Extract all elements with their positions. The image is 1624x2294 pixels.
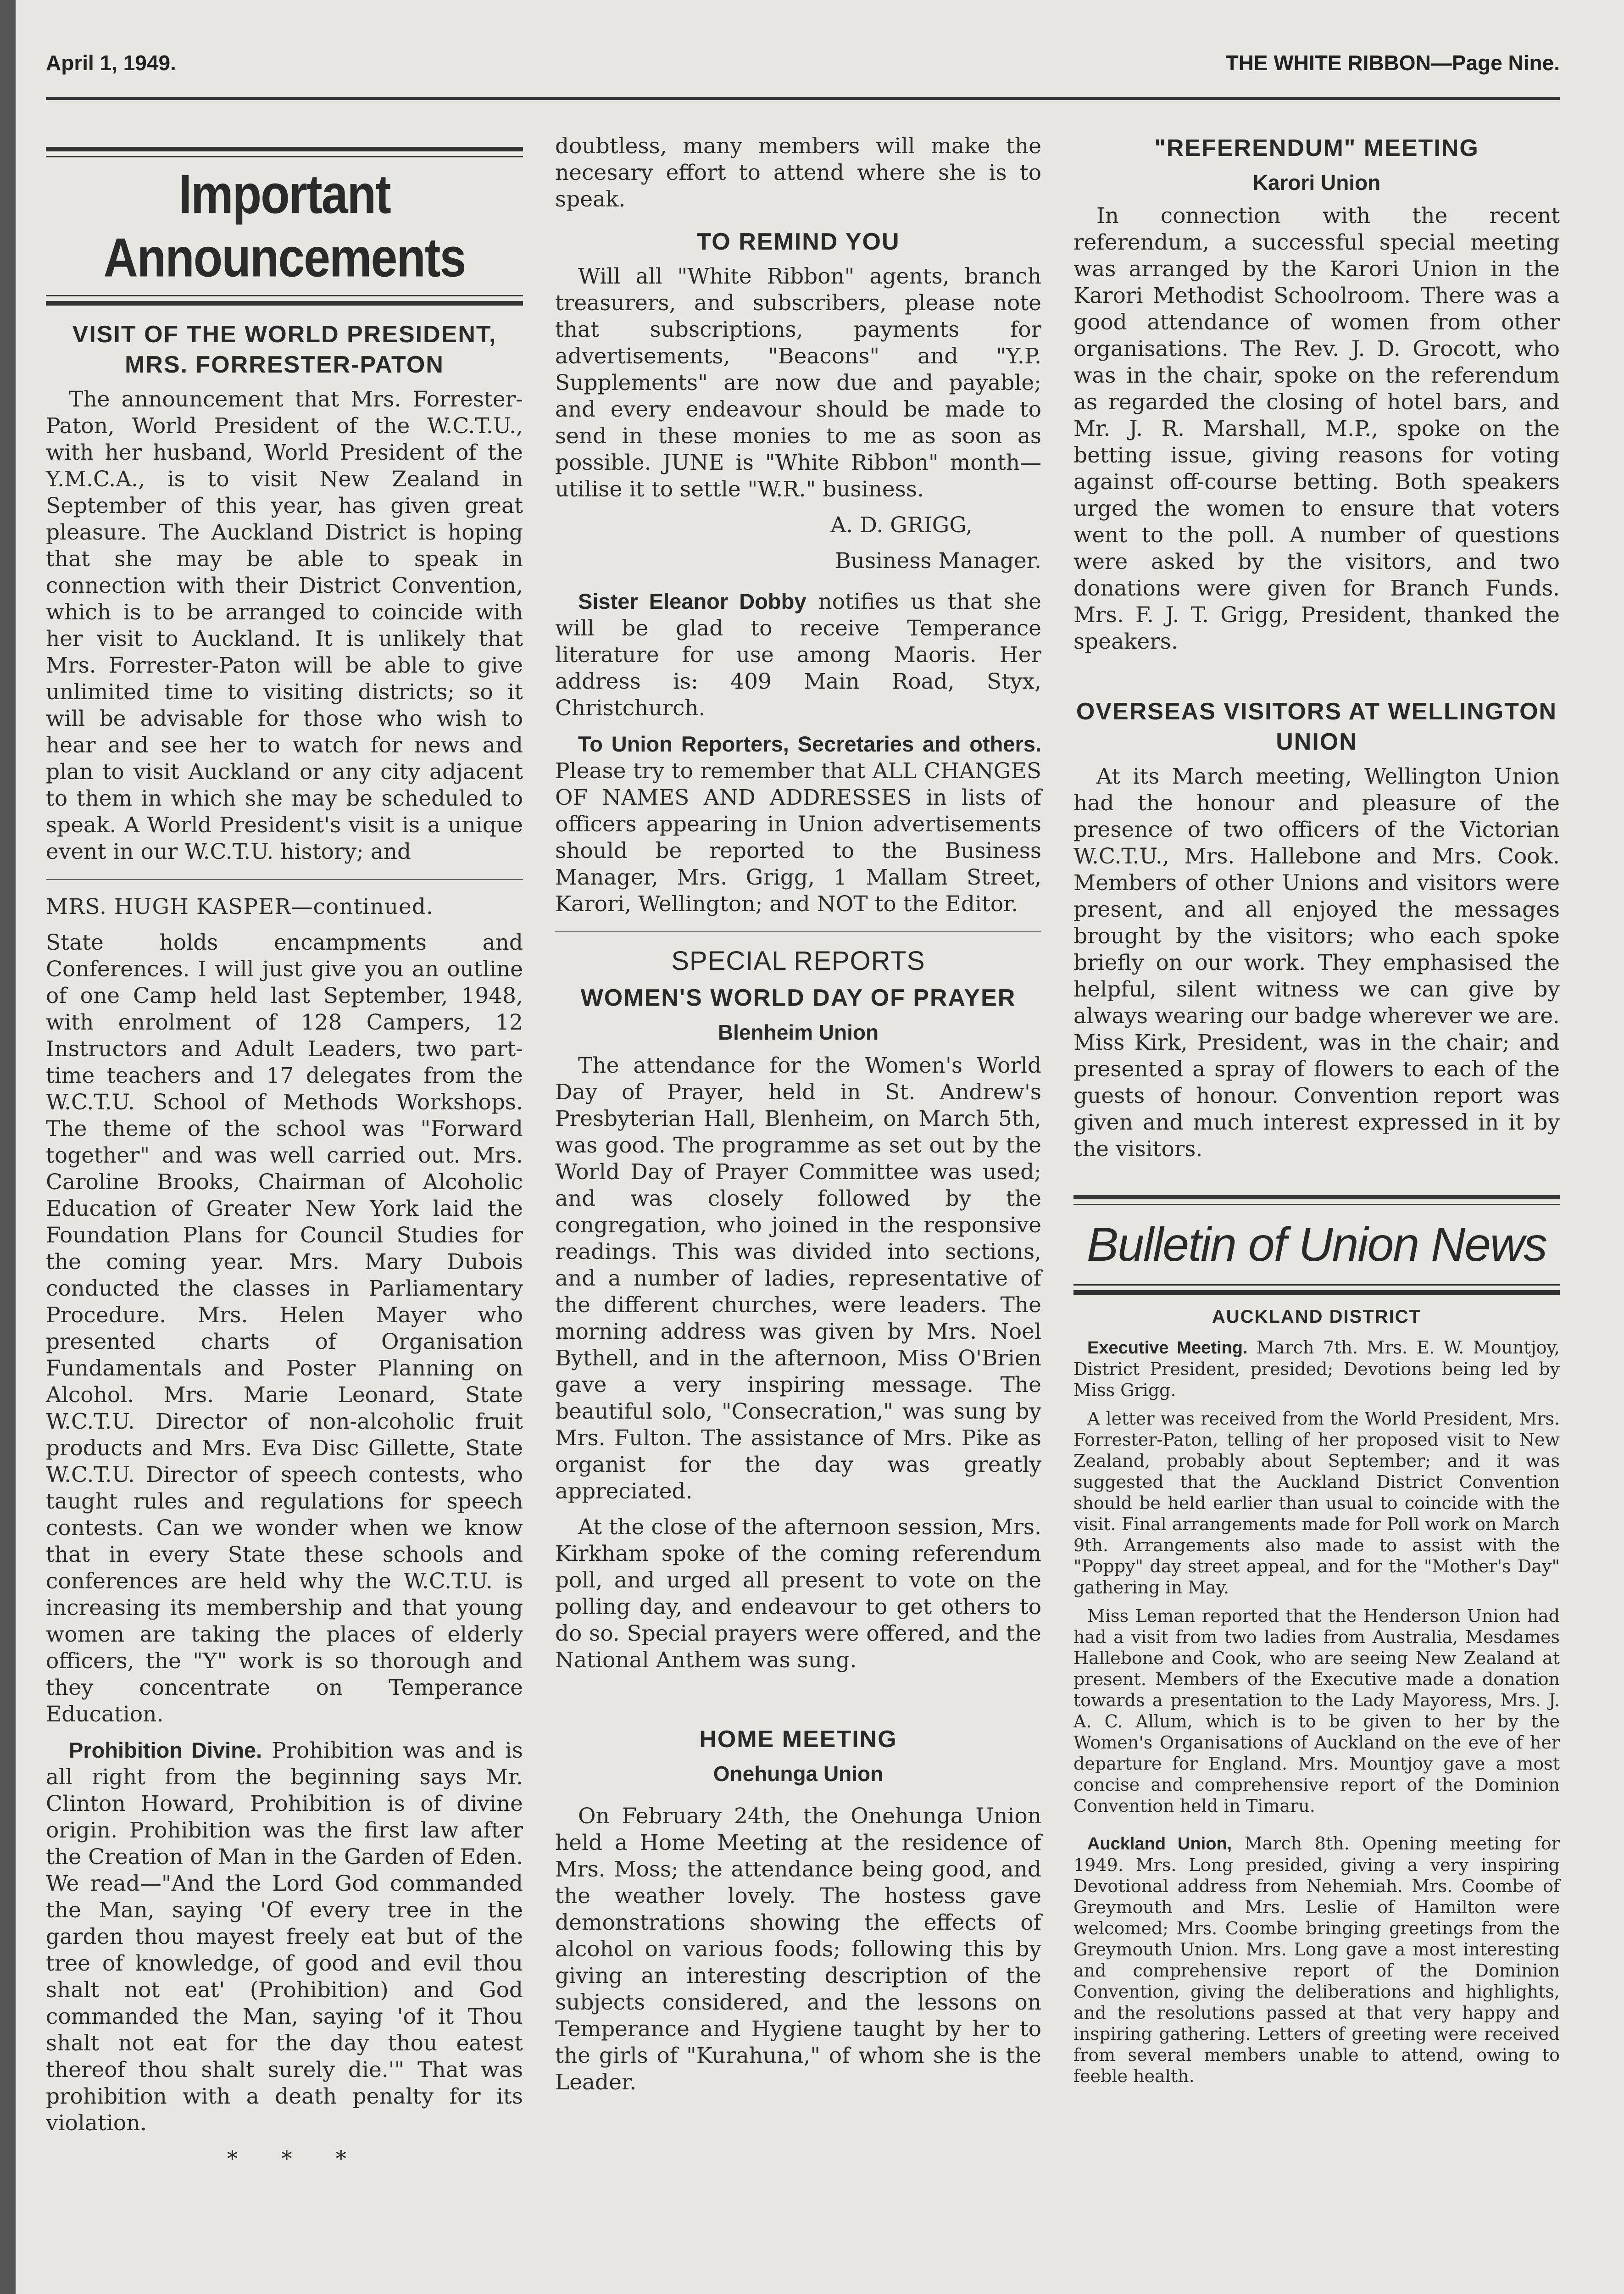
home-meeting-heading: HOME MEETING — [699, 1726, 897, 1753]
prayer-body-1: The attendance for the Women's World Day of Prayer, held in St. Andrew's Presbyterian Hall, Blenheim, on March 5th, was good. The programme as set out by the World Day of Prayer Committee was used; and was closely followed by the congregation, who joined in the responsive readings. This was divided into sections, and a number of ladies, representative of the different churches, were leaders. The morning address was given by Mrs. Noel Bythell, and in the afternoon, Miss O'Brien gave a very inspiring message. The beautiful solo, "Consecration," was sung by Mrs. Fulton. The assistance of Mrs. Pike as organist for the day was greatly appreciated. — [555, 1053, 1041, 1504]
remind-body: Will all "White Ribbon" agents, branch treasurers, and subscribers, please note that subscriptions, payments for advertisements, "Beacons" and "Y.P. Supplements" are now due and payable; and every endeavour should be made to send in these monies to me as soon as possible. JUNE is "White Ribbon" month—utilise it to settle "W.R." business. — [555, 264, 1041, 502]
section-divider — [555, 931, 1041, 932]
home-meeting-body: On February 24th, the Onehunga Union held a Home Meeting at the residence of Mrs. Moss; the attendance being good, and the weather lovely. The hostess gave demonstrations showing the effects of alcohol on various foods; following this by giving an interesting description of the subjects considered, and the lessons on Temperance and Hygiene taught by her to the girls of "Kurahuna," of whom she is the Leader. — [555, 1804, 1041, 2095]
reporters-caps: ALL CHANGES OF NAMES AND ADDRESSES — [555, 758, 1041, 810]
reporters-body-a: Please try to remember that — [555, 758, 866, 784]
executive-meeting-paragraph — [1073, 1337, 1560, 1401]
leman-report: Miss Leman reported that the Henderson Union had had a visit from two ladies from Australia, Mesdames Hallebone and Cook, who are seeing New Zealand at present. Members of the Executive made a donation towards a presentation to the Lady Mayoress, Mrs. J. A. C. Allum, which is to be given to her by the Women's Organisations of Auckland on the eve of her departure for England. Mrs. Mountjoy gave a most concise and comprehensive report of the Dominion Convention held in Timaru. — [1073, 1606, 1560, 1816]
world-day-prayer-heading: WOMEN'S WORLD DAY OF PRAYER — [580, 985, 1016, 1011]
bulletin-section — [1073, 1304, 1560, 2087]
dobby-paragraph — [555, 588, 1041, 722]
visit-heading: VISIT OF THE WORLD PRESIDENT, MRS. FORRESTER-PATON — [72, 321, 497, 378]
bulletin-banner: Bulletin of Union News — [1086, 1218, 1547, 1271]
auckland-union-lead: Auckland Union, — [1087, 1834, 1232, 1854]
binding-spine — [0, 0, 16, 2294]
prohibition-paragraph — [46, 1737, 523, 2137]
prohibition-body: Prohibition was and is all right from the beginning says Mr. Clinton Howard, Prohibition is of divine origin. Prohibition was the first law after the Creation of Man in the Garden of Eden. We read—"And the Lord God commanded the Man, saying 'Of every tree in the garden thou mayest freely eat but of the tree of knowledge, of good and evil thou shalt not eat' (Prohibition) and God commanded the Man, saying 'of it Thou shalt not eat for the day thou eatest thereof thou shalt surely die.'" That was prohibition with a death penalty for its violation. — [46, 1738, 523, 2136]
remind-heading: TO REMIND YOU — [696, 228, 900, 255]
kasper-heading: MRS. HUGH KASPER—continued. — [46, 894, 434, 919]
banner-rule-bottom-thin — [46, 295, 523, 296]
auckland-union-body: March 8th. Opening meeting for 1949. Mrs. Long presided, giving a very inspiring Devotional address from Nehemiah. Mrs. Coombe of Greymouth and Mrs. Leslie of Hamilton were welcomed; Mrs. Coombe bringing greetings from the Greymouth Union. Mrs. Long gave a most interesting and comprehensive report of the Dominion Convention, giving the deliberations and highlights, and the resolutions passed at that very happy and inspiring gathering. Letters of greeting were received from several members unable to attend, owing to feeble health. — [1073, 1833, 1560, 2086]
reporters-body-b: in lists of officers appearing in Union advertisements should be reported to the Business Manager, Mrs. Grigg, 1 Mallam Street, Karori, Wellington; and NOT to the Editor. — [555, 785, 1041, 917]
column-1 — [46, 133, 523, 2182]
page-header — [46, 50, 1560, 87]
referendum-body: In connection with the recent referendum, a successful special meeting was arranged by the Karori Union in the Karori Methodist Schoolroom. There was a good attendance of women from other organisations. The Rev. J. D. Grocott, who was in the chair, spoke on the referendum as regarded the closing of hotel bars, and Mr. J. R. Marshall, M.P., spoke on the betting issue, giving reasons for voting against off-course betting. Both speakers urged the women to ensure that voters went to the poll. A number of questions were asked by the visitors, and two donations were given for Branch Funds. Mrs. F. J. T. Grigg, President, thanked the speakers. — [1073, 203, 1560, 654]
reporters-paragraph — [555, 731, 1041, 918]
overseas-visitors-body: At its March meeting, Wellington Union had the honour and pleasure of the presence of two officers of the Victorian W.C.T.U., Mrs. Hallebone and Mrs. Cook. Members of other Unions and visitors were present, and all enjoyed the messages brought by the visitors; who each spoke briefly on our work. They emphasised the helpful, silent witness we can give by always wearing our badge wherever we are. Miss Kirk, President, was in the chair; and presented a spray of flowers to each of the guests of honour. Convention report was given and much interest expressed in it by the visitors. — [1073, 764, 1560, 1162]
world-president-letter: A letter was received from the World President, Mrs. Forrester-Paton, telling of her proposed visit to New Zealand, probably about September; and it was suggested that the Auckland District Convention should be held earlier than usual to coincide with the visit. Final arrangements made for Poll work on March 9th. Arrangements also made to assist with the "Poppy" day street appeal, and for the "Mother's Day" gathering in May. — [1073, 1409, 1560, 1598]
important-announcements-banner: Important Announcements — [103, 164, 466, 289]
referendum-heading: "REFERENDUM" MEETING — [1154, 135, 1479, 161]
bulletin-rule-top — [1073, 1195, 1560, 1199]
banner-rule-top — [46, 147, 523, 151]
executive-meeting-lead: Executive Meeting. — [1087, 1338, 1248, 1358]
section-stars: * * * — [227, 2146, 365, 2172]
kasper-body: State holds encampments and Conferences. I will just give you an outline of one Camp held last September, 1948, with enrolment of 128 Campers, 12 Instructors and Adult Leaders, two part-time teachers and 17 delegates from the W.C.T.U. School of Methods Workshops. The theme of the school was "Forward together" and was well carried out. Mrs. Caroline Brooks, Chairman of Alcoholic Education of Greater New York laid the Foundation Plans for Council Studies for the coming year. Mrs. Mary Dubois conducted the classes in Parliamentary Procedure. Mrs. Helen Mayer who presented charts of Organisation Fundamentals and Poster Planning on Alcohol. Mrs. Marie Leonard, State W.C.T.U. Director of non-alcoholic fruit products and Mrs. Eva Disc Gillette, State W.C.T.U. Director of speech contests, who taught rules and regulations for speech contests. Can we wonder when we know that in every State these schools and conferences are held why the W.C.T.U. is increasing its membership and that young women are taking the places of elderly officers, the "Y" work is so thorough and they concentrate on Temperance Education. — [46, 930, 523, 1727]
auckland-district-heading: AUCKLAND DISTRICT — [1212, 1307, 1422, 1327]
blenheim-union-heading: Blenheim Union — [717, 1020, 879, 1044]
header-rule — [46, 97, 1560, 100]
column-3 — [1073, 133, 1560, 2094]
issue-date: April 1, 1949. — [46, 51, 176, 75]
bulletin-rule-bottom — [1073, 1290, 1560, 1295]
column-2 — [555, 133, 1041, 2105]
visit-body: The announcement that Mrs. Forrester-Paton, World President of the W.C.T.U., with her husband, World President of the Y.M.C.A., is to visit New Zealand in September of this year, has given great pleasure. The Auckland District is hoping that she may be able to speak in connection with their District Convention, which is to be arranged to coincide with her visit to Auckland. It is unlikely that Mrs. Forrester-Paton will be able to give unlimited time to visiting districts; so it will be advisable for those who wish to hear and see her to watch for news and plan to visit Auckland or any city adjacent to them in which she may be scheduled to speak. A World President's visit is a unique event in our W.C.T.U. history; and — [46, 387, 523, 864]
dobby-lead: Sister Eleanor Dobby — [578, 589, 806, 613]
overseas-visitors-heading: OVERSEAS VISITORS AT WELLINGTON UNION — [1076, 698, 1557, 755]
karori-union-heading: Karori Union — [1252, 171, 1381, 195]
dobby-body: notifies us that she will be glad to receive Temperance literature for use among Maoris. Her address is: 409 Main Road, Styx, Christchurch. — [555, 589, 1041, 721]
banner-rule-top-thin — [46, 156, 523, 157]
banner-rule-bottom — [46, 301, 523, 306]
executive-meeting-body: March 7th. Mrs. E. W. Mountjoy, District President, presided; Devotions being led by Miss Grigg. — [1073, 1337, 1560, 1400]
prohibition-lead: Prohibition Divine. — [69, 1738, 262, 1762]
running-title: THE WHITE RIBBON—Page Nine. — [1225, 51, 1560, 75]
signature-title: Business Manager. — [835, 548, 1041, 574]
auckland-union-paragraph — [1073, 1833, 1560, 2087]
onehunga-union-heading: Onehunga Union — [713, 1762, 884, 1786]
prayer-body-2: At the close of the afternoon session, Mrs. Kirkham spoke of the coming referendum poll, and urged all present to vote on the polling day, and endeavour to get others to do so. Special prayers were offered, and the National Anthem was sung. — [555, 1514, 1041, 1673]
special-reports-heading: SPECIAL REPORTS — [671, 946, 925, 976]
bulletin-rule-bottom-thin — [1073, 1284, 1560, 1286]
reporters-lead: To Union Reporters, Secretaries and others. — [578, 732, 1041, 756]
bulletin-rule-top-thin — [1073, 1204, 1560, 1205]
signature-name: A. D. GRIGG, — [830, 512, 973, 538]
section-divider — [46, 879, 523, 880]
visit-continuation: doubtless, many members will make the necesary effort to attend where she is to speak. — [555, 134, 1041, 212]
